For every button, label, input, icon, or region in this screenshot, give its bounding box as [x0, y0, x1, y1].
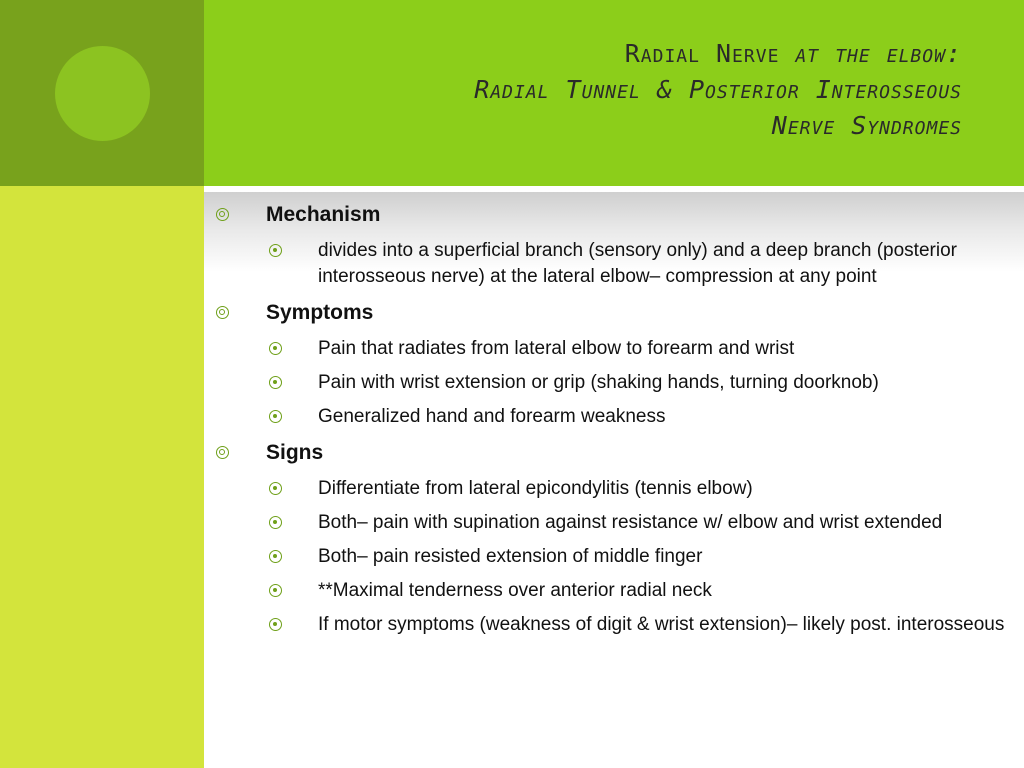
slide-title — [474, 36, 962, 144]
section-heading-signs: Signs — [216, 438, 1006, 468]
list-item: Both– pain resisted extension of middle finger — [216, 544, 1006, 570]
list-item: divides into a superficial branch (sensory only) and a deep branch (posterior interosseous nerve) at the lateral elbow– compression at any point — [216, 238, 1006, 290]
target-bullet-icon — [216, 208, 229, 221]
title-line-3: Nerve Syndromes — [771, 111, 962, 140]
list-item: Both– pain with supination against resistance w/ elbow and wrist extended — [216, 510, 1006, 536]
list-item: If motor symptoms (weakness of digit & wrist extension)– likely post. interosseous — [216, 612, 1006, 638]
list-item: **Maximal tenderness over anterior radial neck — [216, 578, 1006, 604]
dot-bullet-icon — [269, 516, 282, 529]
title-main: Radial Nerve — [624, 39, 780, 68]
slide-content — [216, 200, 1006, 638]
list-item: Generalized hand and forearm weakness — [216, 404, 1006, 430]
dot-bullet-icon — [269, 244, 282, 257]
dot-bullet-icon — [269, 342, 282, 355]
title-line-2: Radial Tunnel & Posterior Interosseous — [474, 75, 962, 104]
dot-bullet-icon — [269, 550, 282, 563]
dot-bullet-icon — [269, 584, 282, 597]
title-subtitle: at the elbow: — [795, 39, 962, 68]
target-bullet-icon — [216, 446, 229, 459]
sidebar-bottom-panel — [0, 186, 204, 768]
sidebar-top-panel — [0, 0, 204, 186]
title-line-1 — [474, 36, 962, 72]
list-item: Pain with wrist extension or grip (shaking hands, turning doorknob) — [216, 370, 1006, 396]
section-heading-symptoms: Symptoms — [216, 298, 1006, 328]
list-item: Differentiate from lateral epicondylitis (tennis elbow) — [216, 476, 1006, 502]
dot-bullet-icon — [269, 482, 282, 495]
target-bullet-icon — [216, 306, 229, 319]
section-heading-mechanism: Mechanism — [216, 200, 1006, 230]
dot-bullet-icon — [269, 376, 282, 389]
dot-bullet-icon — [269, 410, 282, 423]
title-header — [204, 0, 1024, 186]
dot-bullet-icon — [269, 618, 282, 631]
list-item: Pain that radiates from lateral elbow to forearm and wrist — [216, 336, 1006, 362]
decorative-circle — [55, 46, 150, 141]
